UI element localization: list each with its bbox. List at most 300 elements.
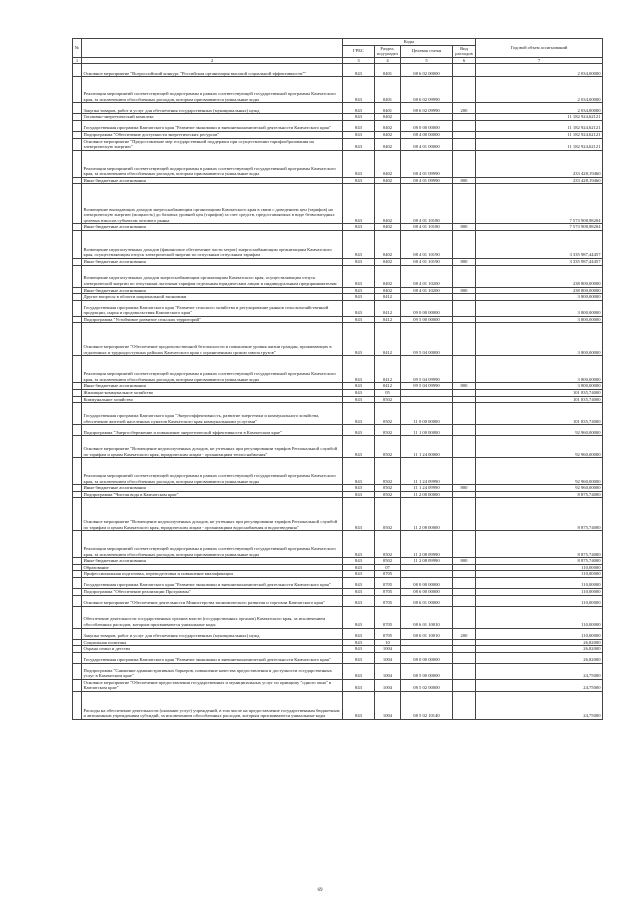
sum-cell: 26,82000 [476,639,603,646]
table-row [73,356,603,383]
num-cell [73,138,82,150]
razdel-cell: 1004 [375,652,401,663]
razdel-cell: 0502 [375,485,401,492]
sum-cell: 26,82000 [476,652,603,663]
grbs-cell: 843 [343,77,375,103]
sum-cell: 11 182 924,62121 [476,114,603,121]
sum-cell: 2 034,00000 [476,64,603,77]
vr-cell [453,571,476,578]
vr-cell: 800 [453,177,476,184]
grbs-cell: 843 [343,177,375,184]
table-row [73,64,603,77]
vr-cell [453,323,476,356]
table-row [73,265,603,287]
grbs-cell: 843 [343,571,375,578]
csr-cell: 11 1 24 09990 [401,458,453,485]
vr-cell [453,316,476,323]
vr-cell [453,679,476,691]
sum-cell: 92 960,00000 [476,425,603,436]
razdel-cell: 0502 [375,458,401,485]
sum-cell: 110,00000 [476,571,603,578]
sum-cell: 92 960,00000 [476,485,603,492]
razdel-cell: 0402 [375,258,401,265]
sum-cell: 7 573 908,98204 [476,224,603,231]
vr-cell [453,606,476,628]
csr-cell: 08 0 00 00000 [401,652,453,663]
vr-cell [453,589,476,596]
num-cell [73,558,82,565]
sum-cell: 101 835,74000 [476,403,603,425]
table-row [73,606,603,628]
num-cell [73,595,82,606]
grbs-cell: 843 [343,258,375,265]
vr-cell [453,184,476,224]
table-row [73,230,603,258]
table-row [73,652,603,663]
razdel-cell: 1004 [375,646,401,653]
name-cell: Обеспечение деятельности государственных органов власти (государственных органов) Камчатского края, за исключением обособленных расходов, которым присваиваются уникальные коды [82,606,343,628]
num-cell [73,383,82,390]
razdel-cell: 0402 [375,120,401,131]
grbs-cell: 843 [343,458,375,485]
num-cell [73,458,82,485]
sum-cell: 26,82000 [476,646,603,653]
csr-cell: 08 4 01 10200 [401,265,453,287]
vr-cell [453,498,476,531]
name-cell: Подпрограмма "Энергосбережение и повышение энергетической эффективности в Камчатском крае" [82,425,343,436]
razdel-cell: 0412 [375,316,401,323]
table-row [73,564,603,571]
csr-cell: 08 6 02 09990 [401,103,453,114]
vr-cell [453,692,476,720]
num-cell [73,77,82,103]
vr-cell [453,131,476,138]
table-row [73,485,603,492]
num-cell [73,498,82,531]
sum-cell: 24,75000 [476,663,603,679]
name-cell: Расходы на обеспечение деятельности (оказание услуг) учреждений, в том числе на предоставление государственным бюджетным и автономным учреждениям субсидий, за исключением обособленных расходов, которым присваиваются уникальные коды [82,692,343,720]
grbs-cell: 843 [343,184,375,224]
grbs-cell: 843 [343,652,375,663]
csr-cell: 08 4 01 10180 [401,184,453,224]
sum-cell: 233 428,19460 [476,177,603,184]
vr-cell [453,138,476,150]
vr-cell: 800 [453,485,476,492]
num-cell [73,150,82,177]
num-cell [73,606,82,628]
vr-cell: 800 [453,287,476,294]
table-row [73,679,603,691]
vr-cell [453,578,476,589]
razdel-cell: 1004 [375,679,401,691]
num-cell [73,114,82,121]
name-cell: Подпрограмма "Обеспечение доступности энергетических ресурсов" [82,131,343,138]
name-cell: Закупка товаров, работ и услуг для обеспечения государственных (муниципальных) нужд [82,103,343,114]
name-cell: Государственная программа Камчатского края "Развитие экономики и внешнеэкономической деятельности Камчатского края" [82,120,343,131]
csr-cell [401,114,453,121]
vr-cell: 200 [453,103,476,114]
grbs-cell: 843 [343,138,375,150]
razdel-cell: 07 [375,564,401,571]
razdel-cell: 0401 [375,103,401,114]
vr-cell: 800 [453,558,476,565]
sum-cell: 110,00000 [476,589,603,596]
csr-cell: 11 2 08 09990 [401,558,453,565]
grbs-cell: 843 [343,131,375,138]
grbs-cell: 843 [343,389,375,396]
sum-cell: 2 034,00000 [476,103,603,114]
vr-cell [453,458,476,485]
name-cell: Реализация мероприятий соответствующей подпрограммы в рамках соответствующей государственной программы Камчатского края, за исключением обособленных расходов, которым присваиваются уникальные коды [82,77,343,103]
name-cell: Государственная программа Камчатского края "Энергоэффективность, развитие энергетики и коммунального хозяйства, обеспечение жителей населенных пунктов Камчатского края коммунальными услугами" [82,403,343,425]
name-cell: Другие вопросы в области национальной экономики [82,294,343,301]
razdel-cell: 0705 [375,628,401,639]
table-row [73,184,603,224]
sum-cell: 92 960,00000 [476,436,603,458]
name-cell: Возмещение выпадающих доходов энергоснабжающим организациям Камчатского края в связи с доведением цен (тарифов) на электрическую энергию (мощность) до базовых уровней цен (тарифов) за счет средств, предоставляемых в виде безвозмездных целевых взносов субъектам оптового рынка [82,184,343,224]
grbs-cell: 843 [343,265,375,287]
razdel-cell: 0705 [375,595,401,606]
grbs-cell: 843 [343,564,375,571]
table-row [73,639,603,646]
razdel-cell: 0705 [375,606,401,628]
sum-cell: 110,00000 [476,628,603,639]
vr-cell [453,652,476,663]
table-row [73,425,603,436]
num-cell [73,425,82,436]
num-cell [73,258,82,265]
razdel-cell: 0412 [375,356,401,383]
header-index: 2 [82,57,343,64]
csr-cell: 09 5 04 09990 [401,356,453,383]
header-index: 4 [375,57,401,64]
grbs-cell: 843 [343,558,375,565]
sum-cell: 8 875,74000 [476,558,603,565]
grbs-cell: 843 [343,403,375,425]
grbs-cell: 843 [343,491,375,498]
num-cell [73,639,82,646]
name-cell: Профессиональная подготовка, переподготовка и повышение квалификации [82,571,343,578]
name-cell: Подпрограмма "Снижение административных барьеров, повышение качества предоставления и доступности государственных услуг в Камчатском крае" [82,663,343,679]
table-row [73,692,603,720]
csr-cell [401,571,453,578]
razdel-cell: 10 [375,639,401,646]
sum-cell: 24,75000 [476,679,603,691]
num-cell [73,300,82,316]
vr-cell [453,294,476,301]
name-cell: Государственная программа Камчатского края "Развитие экономики и внешнеэкономической деятельности Камчатского края" [82,578,343,589]
grbs-cell: 843 [343,692,375,720]
razdel-cell: 0412 [375,294,401,301]
csr-cell: 11 2 08 09990 [401,531,453,558]
vr-cell [453,300,476,316]
csr-cell: 08 4 01 09990 [401,150,453,177]
grbs-cell: 843 [343,103,375,114]
sum-cell: 101 835,74000 [476,389,603,396]
grbs-cell: 843 [343,436,375,458]
sum-cell: 3 800,00000 [476,323,603,356]
num-cell [73,646,82,653]
razdel-cell: 0402 [375,224,401,231]
grbs-cell: 843 [343,595,375,606]
num-cell [73,356,82,383]
num-cell [73,491,82,498]
csr-cell: 08 6 01 10010 [401,606,453,628]
page-number: 69 [317,888,323,893]
razdel-cell: 05 [375,389,401,396]
vr-cell: 800 [453,383,476,390]
header-csr: Целевая статья [401,45,453,57]
table-row [73,403,603,425]
header-codes: Коды [343,39,476,46]
csr-cell: 08 6 01 10010 [401,628,453,639]
csr-cell: 08 0 00 00000 [401,578,453,589]
table-row [73,531,603,558]
table-row [73,224,603,231]
grbs-cell: 843 [343,606,375,628]
razdel-cell: 0402 [375,150,401,177]
csr-cell: 09 5 00 00000 [401,316,453,323]
table-row [73,558,603,565]
name-cell: Государственная программа Камчатского края "Развитие экономики и внешнеэкономической деятельности Камчатского края" [82,652,343,663]
grbs-cell: 843 [343,396,375,403]
name-cell: Закупка товаров, работ и услуг для обеспечения государственных (муниципальных) нужд [82,628,343,639]
razdel-cell: 0412 [375,300,401,316]
num-cell [73,184,82,224]
grbs-cell: 843 [343,64,375,77]
table-row [73,646,603,653]
table-row [73,498,603,531]
vr-cell: 200 [453,628,476,639]
csr-cell [401,564,453,571]
table-row [73,138,603,150]
sum-cell: 3 800,00000 [476,316,603,323]
budget-table-page [72,38,602,720]
grbs-cell: 843 [343,224,375,231]
csr-cell: 08 4 01 09990 [401,177,453,184]
table-row [73,300,603,316]
grbs-cell: 843 [343,628,375,639]
name-cell: Топливно-энергетический комплекс [82,114,343,121]
name-cell: Иные бюджетные ассигнования [82,485,343,492]
name-cell: Государственная программа Камчатского края "Развитие сельского хозяйства и регулирование рынков сельскохозяйственной продукции, сырья и продовольствия Камчатского края" [82,300,343,316]
razdel-cell: 0402 [375,265,401,287]
table-row [73,663,603,679]
name-cell: Основное мероприятие "Всероссийский конкурс "Российская организация высокой социальной эффективности"" [82,64,343,77]
num-cell [73,663,82,679]
csr-cell: 09 5 04 09990 [401,383,453,390]
header-index: 1 [73,57,82,64]
grbs-cell: 843 [343,639,375,646]
csr-cell: 08 6 02 09990 [401,77,453,103]
grbs-cell: 843 [343,287,375,294]
table-row [73,458,603,485]
num-cell [73,224,82,231]
sum-cell: 3 335 987,44457 [476,230,603,258]
csr-cell: 08 5 00 00000 [401,663,453,679]
sum-cell: 110,00000 [476,578,603,589]
num-cell [73,692,82,720]
vr-cell [453,77,476,103]
num-cell [73,578,82,589]
vr-cell: 800 [453,258,476,265]
num-cell [73,64,82,77]
sum-cell: 233 428,19460 [476,150,603,177]
csr-cell: 08 4 01 10190 [401,230,453,258]
csr-cell: 08 5 02 00000 [401,679,453,691]
csr-cell: 08 4 00 00000 [401,131,453,138]
vr-cell [453,595,476,606]
razdel-cell: 0705 [375,589,401,596]
table-row [73,316,603,323]
num-cell [73,316,82,323]
vr-cell [453,639,476,646]
name-cell: Иные бюджетные ассигнования [82,558,343,565]
grbs-cell: 843 [343,485,375,492]
num-cell [73,294,82,301]
grbs-cell: 843 [343,120,375,131]
razdel-cell: 0502 [375,396,401,403]
table-row [73,491,603,498]
name-cell: Основное мероприятие "Обеспечение предоставления государственных и муниципальных услуг по принципу "одного окна" в Камчатском крае" [82,679,343,691]
num-cell [73,177,82,184]
vr-cell [453,356,476,383]
csr-cell: 08 5 02 10140 [401,692,453,720]
vr-cell [453,425,476,436]
header-index-row [73,57,603,64]
grbs-cell: 843 [343,300,375,316]
razdel-cell: 0402 [375,138,401,150]
vr-cell [453,389,476,396]
vr-cell [453,150,476,177]
vr-cell [453,114,476,121]
table-row [73,177,603,184]
header-vr: Вид расходов [453,45,476,57]
csr-cell [401,639,453,646]
csr-cell: 11 2 08 00000 [401,498,453,531]
table-row [73,114,603,121]
sum-cell: 238 800,00000 [476,265,603,287]
table-row [73,571,603,578]
table-row [73,287,603,294]
razdel-cell: 0502 [375,531,401,558]
name-cell: Реализация мероприятий соответствующей подпрограммы в рамках соответствующей государственной программы Камчатского края, за исключением обособленных расходов, которым присваиваются уникальные коды [82,150,343,177]
csr-cell: 09 5 04 00000 [401,323,453,356]
csr-cell: 09 0 00 00000 [401,300,453,316]
name-cell: Жилищно-коммунальное хозяйство [82,389,343,396]
razdel-cell: 0705 [375,578,401,589]
name-cell: Иные бюджетные ассигнования [82,177,343,184]
table-row [73,120,603,131]
table-row [73,589,603,596]
table-row [73,294,603,301]
num-cell [73,679,82,691]
sum-cell: 2 034,00000 [476,77,603,103]
table-row [73,595,603,606]
table-row [73,383,603,390]
sum-cell: 110,00000 [476,606,603,628]
name-cell: Подпрограмма "Обеспечение реализации Программы" [82,589,343,596]
vr-cell [453,396,476,403]
name-cell: Основное мероприятие "Предоставление мер государственной поддержки при осуществлении тарифообразования на электрическую энергию" [82,138,343,150]
num-cell [73,403,82,425]
table-row [73,150,603,177]
grbs-cell: 843 [343,383,375,390]
grbs-cell: 843 [343,589,375,596]
name-cell: Охрана семьи и детства [82,646,343,653]
name-cell: Подпрограмма "Чистая вода в Камчатском крае" [82,491,343,498]
table-row [73,396,603,403]
num-cell [73,564,82,571]
table-row [73,628,603,639]
table-row [73,578,603,589]
sum-cell: 3 800,00000 [476,300,603,316]
razdel-cell: 1004 [375,692,401,720]
csr-cell: 08 6 00 00000 [401,589,453,596]
grbs-cell: 843 [343,531,375,558]
name-cell: Иные бюджетные ассигнования [82,287,343,294]
header-sum: Годовой объем ассигнований [476,39,603,58]
csr-cell: 08 4 01 10180 [401,224,453,231]
num-cell [73,287,82,294]
name-cell: Реализация мероприятий соответствующей подпрограммы в рамках соответствующей государственной программы Камчатского края, за исключением обособленных расходов, которым присваиваются уникальные коды [82,458,343,485]
sum-cell: 3 800,00000 [476,383,603,390]
num-cell [73,436,82,458]
num-cell [73,396,82,403]
razdel-cell: 0402 [375,131,401,138]
num-cell [73,103,82,114]
name-cell: Иные бюджетные ассигнования [82,258,343,265]
num-cell [73,323,82,356]
sum-cell: 8 875,74000 [476,498,603,531]
sum-cell: 101 835,74000 [476,396,603,403]
grbs-cell: 843 [343,294,375,301]
header-index: 6 [453,57,476,64]
header-num: № [73,39,82,58]
header-index: 3 [343,57,375,64]
vr-cell [453,230,476,258]
csr-cell: 08 4 01 10190 [401,258,453,265]
table-row [73,389,603,396]
grbs-cell: 843 [343,578,375,589]
name-cell: Основное мероприятие "Обеспечение продовольственной безопасности и повышение уровня жизни граждан, проживающих в отдаленных и труднодоступных районах Камчатского края с ограниченным сроком завоза грузов" [82,323,343,356]
grbs-cell: 843 [343,114,375,121]
header-name [82,39,343,58]
num-cell [73,389,82,396]
grbs-cell: 843 [343,316,375,323]
csr-cell [401,389,453,396]
header-index: 5 [401,57,453,64]
csr-cell: 08 0 00 00000 [401,120,453,131]
num-cell [73,485,82,492]
sum-cell: 11 182 924,62121 [476,138,603,150]
num-cell [73,531,82,558]
razdel-cell: 0502 [375,425,401,436]
razdel-cell: 0401 [375,64,401,77]
table-row [73,436,603,458]
razdel-cell: 0502 [375,436,401,458]
sum-cell: 11 182 924,62121 [476,131,603,138]
csr-cell: 11 1 24 09990 [401,485,453,492]
grbs-cell: 843 [343,663,375,679]
csr-cell: 08 4 01 00000 [401,138,453,150]
sum-cell: 24,75000 [476,692,603,720]
razdel-cell: 0502 [375,403,401,425]
razdel-cell: 0402 [375,287,401,294]
num-cell [73,230,82,258]
razdel-cell: 0402 [375,230,401,258]
grbs-cell: 843 [343,356,375,383]
